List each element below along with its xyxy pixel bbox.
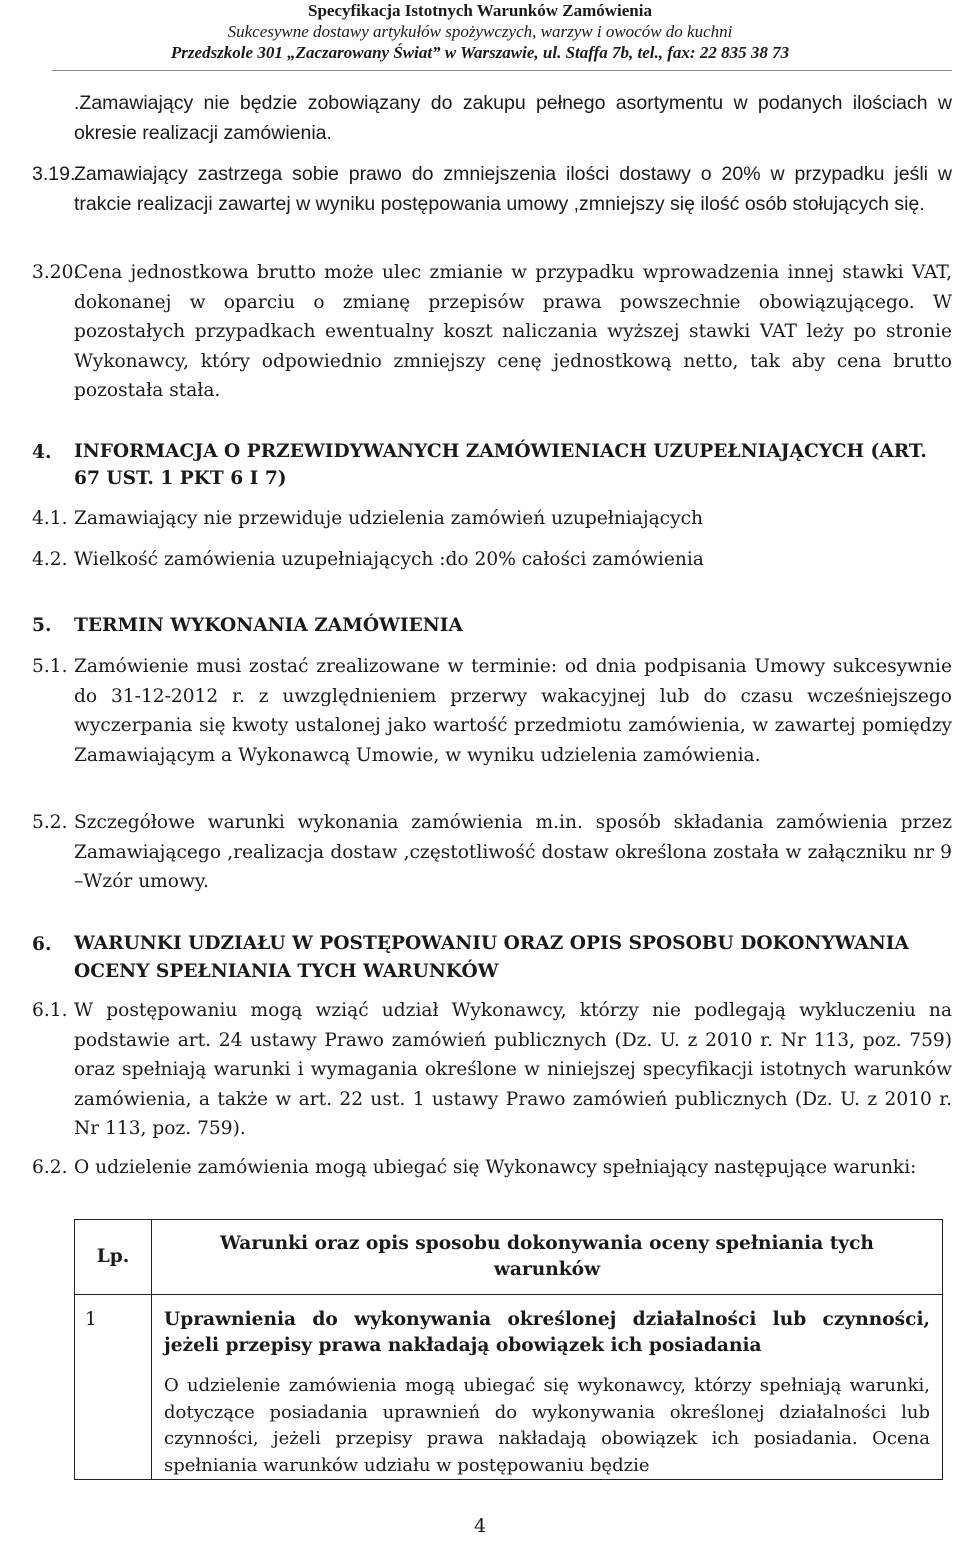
- header-address: [0, 42, 960, 63]
- table-row-lp: 1: [75, 1295, 152, 1480]
- section-6-number: 6.: [32, 934, 52, 955]
- section-3-20-text: Cena jednostkowa brutto może ulec zmianie w przypadku wprowadzenia innej stawki VAT, dokonanej w oparciu o zmianę przepisów prawa powszechnie obowiązującego. W pozostałych przypadkach ewentualny koszt naliczania wyższej stawki VAT leży po stronie Wykonawcy, który odpowiednio zmniejszy cenę jednostkową netto, tak aby cena brutto pozostała stała.: [74, 262, 952, 401]
- section-6-2-number: 6.2.: [32, 1157, 68, 1178]
- section-6-1-number: 6.1.: [32, 1000, 68, 1021]
- section-6-2-text: O udzielenie zamówienia mogą ubiegać się Wykonawcy spełniający następujące warunki:: [74, 1157, 917, 1178]
- header-school-name: Przedszkole 301 „Zaczarowany Świat”: [170, 43, 441, 62]
- document-header: [0, 0, 960, 63]
- section-4-1-text: Zamawiający nie przewiduje udzielenia zamówień uzupełniających: [74, 508, 703, 529]
- table-row-description: O udzielenie zamówienia mogą ubiegać się wykonawcy, którzy spełniają warunki, dotyczące posiadania uprawnień do wykonywania określonej działalności lub czynności, jeżeli przepisy prawa nakładają obowiązek ich posiadania. Ocena spełniania warunków udziału w postępowaniu będzie: [164, 1375, 930, 1476]
- table-header-lp: Lp.: [75, 1220, 152, 1295]
- table-header-description: Warunki oraz opis sposobu dokonywania oceny spełniania tych warunków: [152, 1220, 943, 1295]
- section-3-19-number: 3.19.: [32, 163, 76, 185]
- intro-paragraph: .Zamawiający nie będzie zobowiązany do zakupu pełnego asortymentu w podanych ilościach w okresie realizacji zamówienia.: [74, 92, 952, 144]
- section-3-20-number: 3.20.: [32, 262, 80, 283]
- page-number: 4: [473, 1515, 487, 1537]
- section-4-2-text: Wielkość zamówienia uzupełniających :do 20% całości zamówienia: [74, 549, 704, 570]
- section-5-2-text: Szczegółowe warunki wykonania zamówienia m.in. sposób składania zamówienia przez Zamawiającego ,realizacja dostaw ,częstotliwość dostaw określona została w załączniku nr 9 –Wzór umowy.: [74, 812, 952, 892]
- section-5-number: 5.: [32, 615, 52, 636]
- table-header-row: [75, 1220, 943, 1295]
- header-contact: w Warszawie, ul. Staffa 7b, tel., fax: 22 835 38 73: [440, 43, 790, 62]
- section-3-19-text: Zamawiający zastrzega sobie prawo do zmniejszenia ilości dostawy o 20% w przypadku jeśli w trakcie realizacji zawartej w wyniku postępowania umowy ,zmniejszy się ilość osób stołujących się.: [74, 163, 952, 215]
- section-4-title: INFORMACJA O PRZEWIDYWANYCH ZAMÓWIENIACH UZUPEŁNIAJĄCYCH (ART. 67 UST. 1 PKT 6 I 7): [74, 441, 927, 489]
- section-6-1-text: W postępowaniu mogą wziąć udział Wykonawcy, którzy nie podlegają wykluczeniu na podstawie art. 24 ustawy Prawo zamówień publicznych (Dz. U. z 2010 r. Nr 113, poz. 759) oraz spełniają warunki i wymagania określone w niniejszej specyfikacji istotnych warunków zamówienia, a także w art. 22 ust. 1 ustawy Prawo zamówień publicznych (Dz. U. z 2010 r. Nr 113, poz. 759).: [74, 1000, 952, 1139]
- section-4-1-number: 4.1.: [32, 508, 68, 529]
- header-subtitle: Sukcesywne dostawy artykułów spożywczych, warzyw i owoców do kuchni: [227, 22, 733, 41]
- table-row-content: [152, 1295, 943, 1480]
- table-row: [75, 1295, 943, 1480]
- header-divider: [52, 70, 952, 71]
- table-row-title: Uprawnienia do wykonywania określonej działalności lub czynności, jeżeli przepisy prawa nakładają obowiązek ich posiadania: [164, 1309, 930, 1356]
- section-5-2-number: 5.2.: [32, 812, 68, 833]
- header-title: Specyfikacja Istotnych Warunków Zamówienia: [308, 1, 652, 20]
- section-4-number: 4.: [32, 442, 52, 463]
- section-5-1-number: 5.1.: [32, 656, 68, 677]
- section-4-2-number: 4.2.: [32, 549, 68, 570]
- section-5-1-text: Zamówienie musi zostać zrealizowane w terminie: od dnia podpisania Umowy sukcesywnie do 31-12-2012 r. z uwzględnieniem przerwy wakacyjnej lub do czasu wcześniejszego wyczerpania się kwoty ustalonej jako wartość przedmiotu zamówienia, w zawartej pomiędzy Zamawiającym a Wykonawcą Umowie, w wyniku udzielenia zamówienia.: [74, 656, 952, 766]
- section-6-title: WARUNKI UDZIAŁU W POSTĘPOWANIU ORAZ OPIS SPOSOBU DOKONYWANIA OCENY SPEŁNIANIA TYCH WARUNKÓW: [74, 933, 909, 982]
- section-5-title: TERMIN WYKONANIA ZAMÓWIENIA: [74, 615, 463, 636]
- requirements-table: [74, 1219, 943, 1480]
